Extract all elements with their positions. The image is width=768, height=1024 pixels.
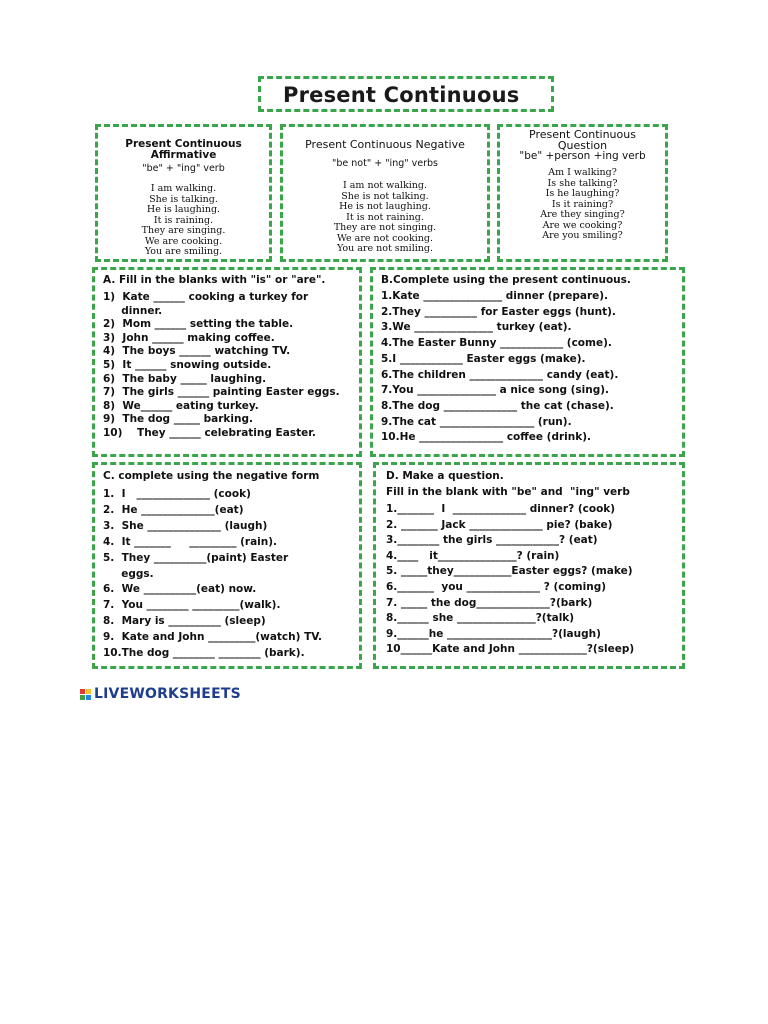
logo-text: LIVEWORKSHEETS <box>94 686 241 702</box>
exercise-a-title: A. Fill in the blanks with "is" or "are". <box>103 274 326 286</box>
negative-examples <box>283 181 487 255</box>
exercise-d-title: D. Make a question. <box>386 470 504 482</box>
exercise-line: 5. _____they___________Easter eggs? (make) <box>386 565 633 578</box>
example-line: He is not laughing. <box>339 201 431 212</box>
exercise-line: 7. You ________ _________(walk). <box>103 599 281 612</box>
exercise-c-list <box>103 487 359 662</box>
example-line: It is not raining. <box>346 211 424 223</box>
logo-square <box>80 689 85 694</box>
exercise-c-box <box>92 462 362 669</box>
example-line: You are not smiling. <box>336 243 434 254</box>
exercise-line: 9.______he ____________________?(laugh) <box>386 627 601 640</box>
liveworksheets-logo[interactable] <box>80 686 241 702</box>
affirmative-examples <box>98 184 269 258</box>
exercise-a-list <box>103 291 359 441</box>
exercise-line: 10______Kate and John _____________?(sleep) <box>386 643 635 656</box>
example-line: Am I walking? <box>548 167 617 178</box>
affirmative-formula: "be" + "ing" verb <box>142 163 225 174</box>
example-line: Are you smiling? <box>542 230 623 241</box>
exercise-c-title: C. complete using the negative form <box>103 470 320 482</box>
exercise-line: 6.The children ______________ candy (eat). <box>381 368 619 381</box>
exercise-a-box <box>92 267 362 457</box>
negative-formula: "be not" + "ing" verbs <box>332 158 438 169</box>
logo-square <box>80 695 85 700</box>
affirmative-rule-box <box>95 124 272 262</box>
exercise-line: 8.______ she _______________?(talk) <box>386 612 575 625</box>
exercise-line: 2. He ______________(eat) <box>103 503 244 516</box>
exercise-b-title: B.Complete using the present continuous. <box>381 274 631 286</box>
example-line: Are we cooking? <box>542 219 623 231</box>
exercise-line: 8.The dog ______________ the cat (chase). <box>381 399 614 412</box>
exercise-line: eggs. <box>103 567 154 580</box>
example-line: They are not singing. <box>333 222 437 233</box>
question-heading: Present Continuous <box>529 128 636 141</box>
exercise-line: 10) They ______ celebrating Easter. <box>103 426 316 439</box>
exercise-line: 6._______ you ______________ ? (coming) <box>386 580 607 593</box>
example-line: She is not talking. <box>341 190 429 202</box>
exercise-line: 10.He ________________ coffee (drink). <box>381 431 591 444</box>
exercise-b-list <box>381 289 682 446</box>
example-line: He is laughing. <box>146 204 221 215</box>
exercise-line: 3.________ the girls ____________? (eat) <box>386 534 598 547</box>
exercise-line: 7.You _______________ a nice song (sing). <box>381 384 610 397</box>
exercise-line: 4) The boys ______ watching TV. <box>103 345 291 358</box>
affirmative-heading: Present Continuous Affirmative <box>125 138 242 161</box>
example-line: They are singing. <box>141 225 226 236</box>
exercise-line: 9. Kate and John _________(watch) TV. <box>103 631 323 644</box>
example-line: We are not cooking. <box>337 232 433 244</box>
logo-square <box>86 695 91 700</box>
exercise-line: 2.They __________ for Easter eggs (hunt). <box>381 305 616 318</box>
logo-square <box>86 689 91 694</box>
page-title: Present Continuous <box>283 83 520 107</box>
exercise-line: 7) The girls ______ painting Easter eggs. <box>103 386 340 399</box>
exercise-line: 9.The cat __________________ (run). <box>381 415 572 428</box>
exercise-line: 5) It ______ snowing outside. <box>103 358 272 371</box>
example-line: I am not walking. <box>343 180 427 191</box>
negative-heading: Present Continuous Negative <box>305 138 465 151</box>
example-line: Is she talking? <box>547 177 618 189</box>
exercise-line: dinner. <box>103 304 163 317</box>
exercise-line: 3.We _______________ turkey (eat). <box>381 321 572 334</box>
question-formula: "be" +person +ing verb <box>519 150 646 162</box>
exercise-line: 3. She ______________ (laugh) <box>103 519 268 532</box>
example-line: You are smiling. <box>144 246 223 257</box>
exercise-line: 8. Mary is __________ (sleep) <box>103 615 266 628</box>
exercise-line: 3) John ______ making coffee. <box>103 331 275 344</box>
exercise-line: 8) We______ eating turkey. <box>103 399 259 412</box>
exercise-line: 9) The dog _____ barking. <box>103 413 253 426</box>
exercise-line: 1.Kate _______________ dinner (prepare). <box>381 290 609 302</box>
exercise-b-box <box>370 267 685 457</box>
exercise-line: 5.I ____________ Easter eggs (make). <box>381 352 586 365</box>
example-line: Is he laughing? <box>545 188 620 199</box>
example-line: Is it raining? <box>551 198 614 210</box>
question-rule-box <box>497 124 668 262</box>
exercise-d-subtitle: Fill in the blank with "be" and "ing" verb <box>386 486 630 498</box>
exercise-line: 2. _______ Jack ______________ pie? (bake) <box>386 518 613 531</box>
exercise-line: 4.The Easter Bunny ____________ (come). <box>381 337 612 350</box>
exercise-line: 4.____ it_______________? (rain) <box>386 549 560 562</box>
exercise-line: 5. They __________(paint) Easter <box>103 551 289 564</box>
question-examples <box>500 168 665 242</box>
exercise-line: 4. It _______ _________ (rain). <box>103 535 278 548</box>
exercise-line: 2) Mom ______ setting the table. <box>103 318 294 331</box>
exercise-line: 1._______ I ______________ dinner? (cook) <box>386 503 616 515</box>
exercise-d-box <box>373 462 685 669</box>
question-heading-2: Question <box>557 139 608 152</box>
exercise-line: 1) Kate ______ cooking a turkey for <box>103 291 309 303</box>
exercise-line: 6) The baby _____ laughing. <box>103 372 267 385</box>
example-line: Are they singing? <box>540 209 625 220</box>
example-line: We are cooking. <box>144 235 223 247</box>
negative-rule-box <box>280 124 490 262</box>
exercise-d-list <box>386 502 682 658</box>
exercise-line: 1. I ______________ (cook) <box>103 488 251 500</box>
exercise-line: 10.The dog ________ ________ (bark). <box>103 647 305 660</box>
exercise-line: 7. _____ the dog______________?(bark) <box>386 596 593 609</box>
logo-squares-icon <box>80 689 91 700</box>
exercise-line: 6. We __________(eat) now. <box>103 583 257 596</box>
example-line: She is talking. <box>149 193 218 205</box>
example-line: It is raining. <box>153 214 214 226</box>
title-box <box>258 76 554 112</box>
example-line: I am walking. <box>150 183 217 194</box>
